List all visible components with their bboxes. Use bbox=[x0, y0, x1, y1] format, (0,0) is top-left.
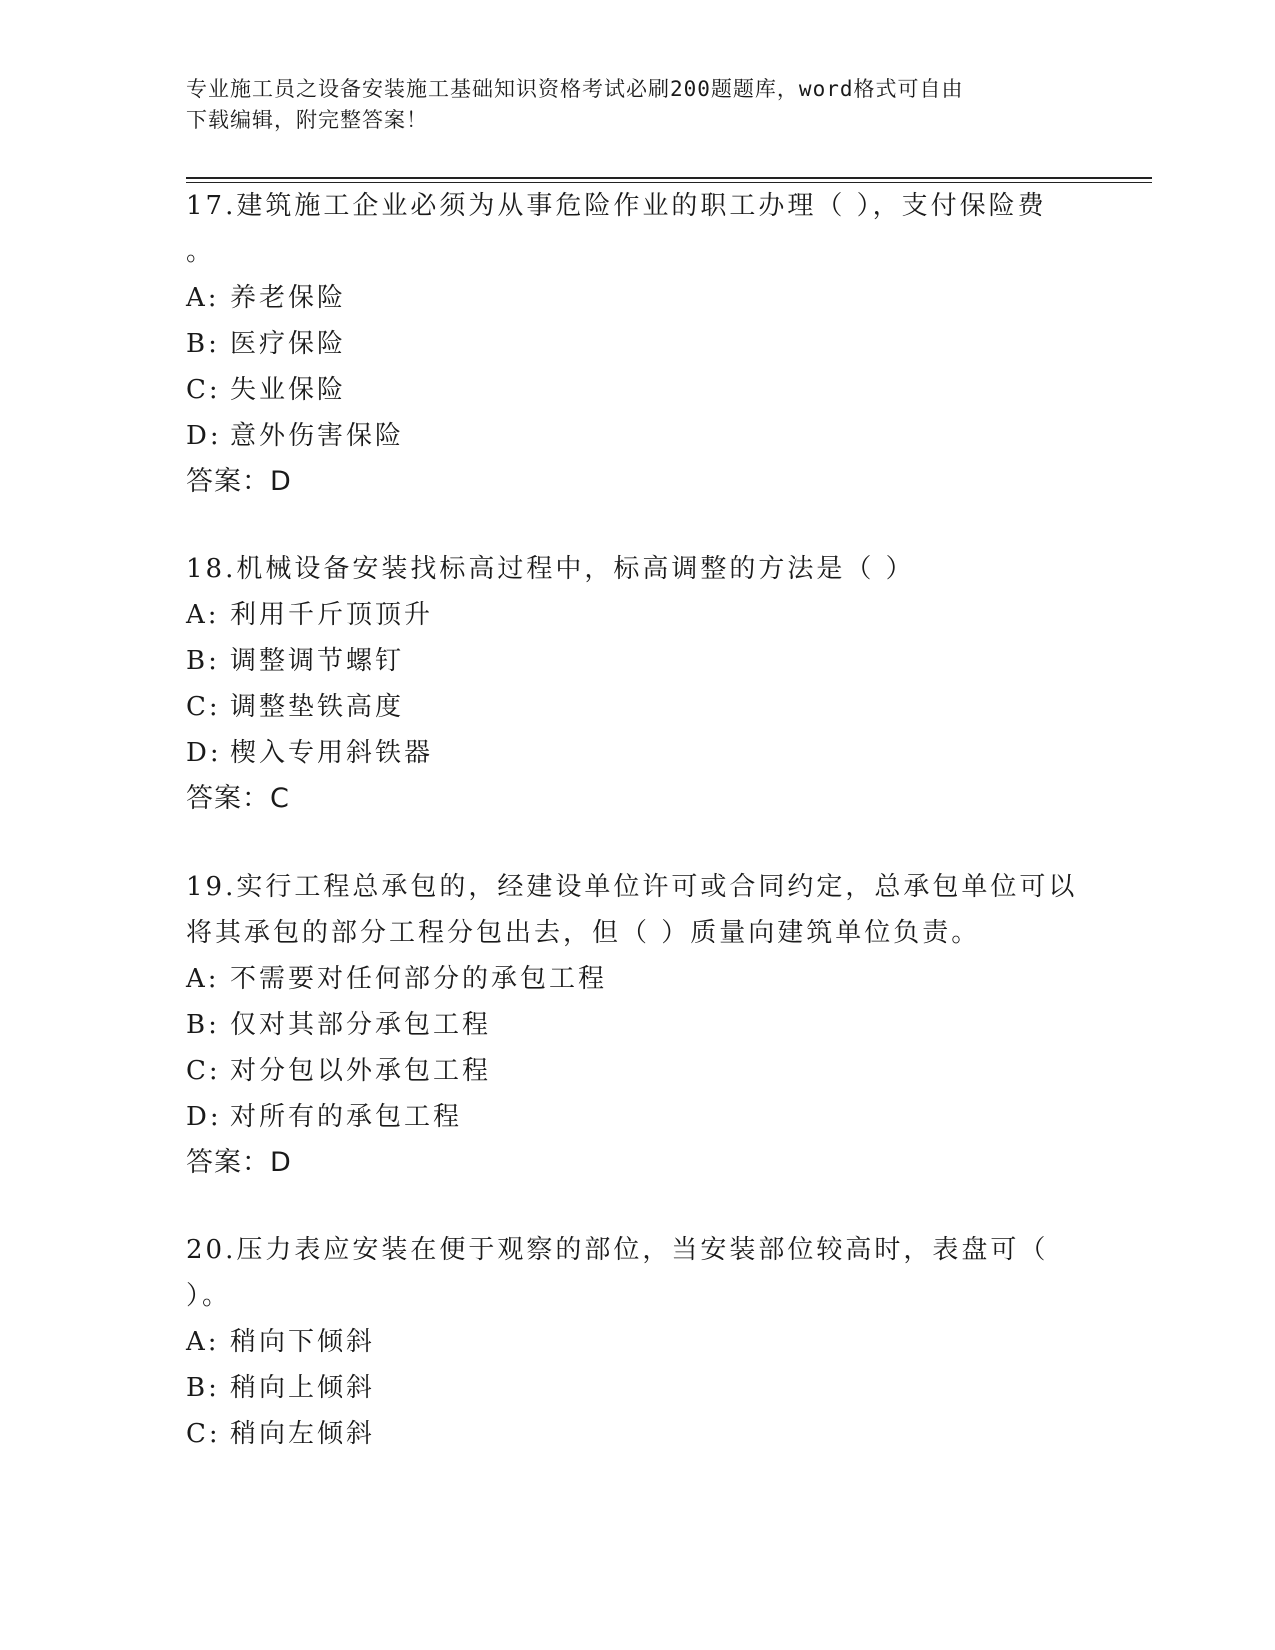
question-text: 17.建筑施工企业必须为从事危险作业的职工办理（ ），支付保险费 。 bbox=[186, 191, 1047, 267]
header-line-2: 下载编辑，附完整答案！ bbox=[186, 108, 428, 132]
option-text: 医疗保险 bbox=[230, 329, 347, 359]
option-c bbox=[186, 367, 1086, 413]
option-c bbox=[186, 1048, 1086, 1094]
option-letter: A: bbox=[186, 283, 220, 313]
option-c bbox=[186, 684, 1086, 730]
option-a bbox=[186, 1319, 1086, 1365]
option-d bbox=[186, 413, 1086, 459]
option-text: 失业保险 bbox=[230, 375, 347, 405]
question-text: 19.实行工程总承包的，经建设单位许可或合同约定，总承包单位可以 将其承包的部分工程分包出去，但（ ）质量向建筑单位负责。 bbox=[186, 872, 1078, 948]
option-text: 利用千斤顶顶升 bbox=[230, 600, 434, 630]
option-letter: A: bbox=[186, 964, 220, 994]
question-17 bbox=[186, 183, 1086, 505]
question-text: 18.机械设备安装找标高过程中，标高调整的方法是（ ） bbox=[186, 554, 915, 584]
option-letter: A: bbox=[186, 600, 220, 630]
option-text: 不需要对任何部分的承包工程 bbox=[230, 964, 608, 994]
option-a bbox=[186, 956, 1086, 1002]
question-18 bbox=[186, 546, 1086, 822]
option-letter: C: bbox=[186, 1419, 221, 1449]
option-text: 养老保险 bbox=[230, 283, 347, 313]
option-letter: C: bbox=[186, 1056, 221, 1086]
option-a bbox=[186, 592, 1086, 638]
option-text: 仅对其部分承包工程 bbox=[230, 1010, 492, 1040]
option-d bbox=[186, 1094, 1086, 1140]
option-letter: B: bbox=[186, 646, 220, 676]
option-text: 对所有的承包工程 bbox=[230, 1102, 463, 1132]
option-text: 稍向下倾斜 bbox=[230, 1327, 376, 1357]
question-20 bbox=[186, 1227, 1086, 1457]
option-text: 楔入专用斜铁器 bbox=[230, 738, 434, 768]
option-text: 对分包以外承包工程 bbox=[230, 1056, 492, 1086]
option-letter: D: bbox=[186, 421, 222, 451]
option-text: 调整垫铁高度 bbox=[230, 692, 405, 722]
header-divider-thick bbox=[186, 177, 1152, 179]
option-letter: D: bbox=[186, 1102, 222, 1132]
answer-label: 答案：D bbox=[186, 466, 292, 497]
document-header bbox=[186, 74, 1066, 136]
option-letter: D: bbox=[186, 738, 222, 768]
option-b bbox=[186, 321, 1086, 367]
option-letter: B: bbox=[186, 1010, 220, 1040]
question-text: 20.压力表应安装在便于观察的部位，当安装部位较高时，表盘可（ ）。 bbox=[186, 1235, 1049, 1311]
answer-label: 答案：C bbox=[186, 783, 290, 814]
option-letter: C: bbox=[186, 692, 221, 722]
option-text: 意外伤害保险 bbox=[230, 421, 405, 451]
option-c bbox=[186, 1411, 1086, 1457]
question-19 bbox=[186, 864, 1086, 1186]
option-b bbox=[186, 1365, 1086, 1411]
option-letter: B: bbox=[186, 1373, 220, 1403]
option-b bbox=[186, 638, 1086, 684]
option-text: 调整调节螺钉 bbox=[230, 646, 405, 676]
option-letter: C: bbox=[186, 375, 221, 405]
option-text: 稍向左倾斜 bbox=[230, 1419, 376, 1449]
option-a bbox=[186, 275, 1086, 321]
option-letter: A: bbox=[186, 1327, 220, 1357]
option-text: 稍向上倾斜 bbox=[230, 1373, 376, 1403]
option-b bbox=[186, 1002, 1086, 1048]
answer-label: 答案：D bbox=[186, 1147, 292, 1178]
option-letter: B: bbox=[186, 329, 220, 359]
header-line-1: 专业施工员之设备安装施工基础知识资格考试必刷200题题库，word格式可自由 bbox=[186, 77, 964, 101]
option-d bbox=[186, 730, 1086, 776]
